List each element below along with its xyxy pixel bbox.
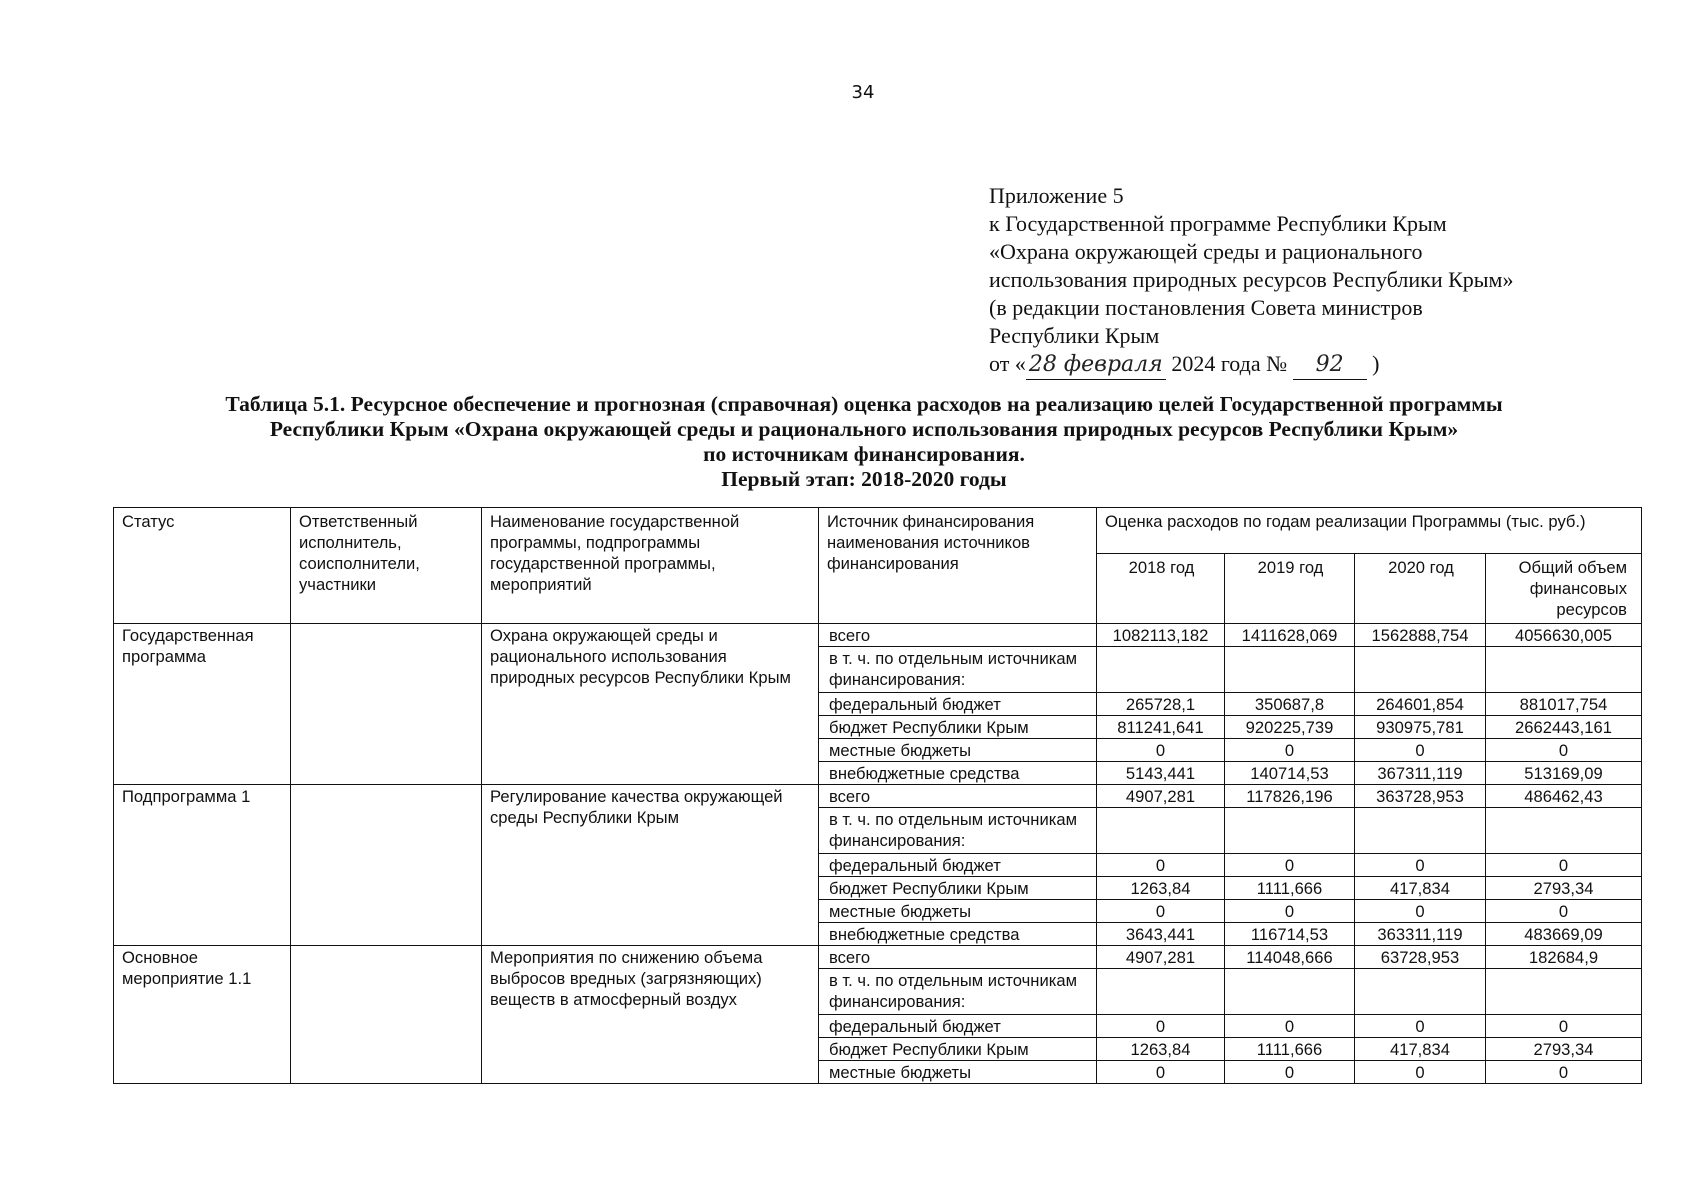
- page-number: 34: [851, 82, 875, 103]
- value-total: 0: [1486, 900, 1642, 923]
- header-estimate: Оценка расходов по годам реализации Программы (тыс. руб.): [1097, 508, 1642, 554]
- value-2019: 114048,666: [1225, 946, 1355, 969]
- value-total: 483669,09: [1486, 923, 1642, 946]
- row-source: всего: [819, 624, 1097, 647]
- date-prefix: от «: [989, 351, 1026, 376]
- value-2019: 350687,8: [1225, 693, 1355, 716]
- value-total: 0: [1486, 1015, 1642, 1038]
- value-total: 0: [1486, 739, 1642, 762]
- table-row: [114, 946, 1642, 969]
- value-total: [1486, 647, 1642, 693]
- value-2018: 4907,281: [1097, 785, 1225, 808]
- row-source: внебюджетные средства: [819, 923, 1097, 946]
- header-source: Источник финансирования наименования источников финансирования: [819, 508, 1097, 624]
- value-2018: [1097, 647, 1225, 693]
- header-status: Статус: [114, 508, 291, 624]
- row-source: бюджет Республики Крым: [819, 877, 1097, 900]
- value-2020: 367311,119: [1355, 762, 1486, 785]
- header-year-2020: 2020 год: [1355, 554, 1486, 624]
- value-2019: 140714,53: [1225, 762, 1355, 785]
- row-source: бюджет Республики Крым: [819, 716, 1097, 739]
- value-2020: 417,834: [1355, 1038, 1486, 1061]
- handwritten-date: 28 февраля: [1026, 351, 1166, 380]
- row-status: Государственная программа: [114, 624, 291, 785]
- value-total: 4056630,005: [1486, 624, 1642, 647]
- row-executor: [291, 624, 482, 785]
- value-2020: 1562888,754: [1355, 624, 1486, 647]
- annex-date-line: [989, 350, 1629, 380]
- header-year-2018: 2018 год: [1097, 554, 1225, 624]
- value-2020: 930975,781: [1355, 716, 1486, 739]
- value-2019: 0: [1225, 854, 1355, 877]
- row-source: в т. ч. по отдельным источникам финансирования:: [819, 808, 1097, 854]
- value-total: 2662443,161: [1486, 716, 1642, 739]
- row-source: в т. ч. по отдельным источникам финансирования:: [819, 969, 1097, 1015]
- value-2020: 63728,953: [1355, 946, 1486, 969]
- value-2019: 0: [1225, 1061, 1355, 1084]
- value-2018: 1263,84: [1097, 877, 1225, 900]
- value-2018: 265728,1: [1097, 693, 1225, 716]
- row-executor: [291, 785, 482, 946]
- value-total: 486462,43: [1486, 785, 1642, 808]
- annex-block: [989, 182, 1629, 380]
- row-source: бюджет Республики Крым: [819, 1038, 1097, 1061]
- value-2019: 1111,666: [1225, 1038, 1355, 1061]
- handwritten-number: 92: [1293, 351, 1367, 380]
- value-2019: 1411628,069: [1225, 624, 1355, 647]
- value-2019: [1225, 969, 1355, 1015]
- annex-line: использования природных ресурсов Республики Крым»: [989, 267, 1514, 292]
- row-source: федеральный бюджет: [819, 1015, 1097, 1038]
- value-2018: 0: [1097, 1061, 1225, 1084]
- row-source: местные бюджеты: [819, 739, 1097, 762]
- value-2019: [1225, 808, 1355, 854]
- row-source: всего: [819, 785, 1097, 808]
- value-2018: 0: [1097, 854, 1225, 877]
- table-body: [114, 624, 1642, 1084]
- row-name: Регулирование качества окружающей среды Республики Крым: [482, 785, 819, 946]
- row-source: федеральный бюджет: [819, 693, 1097, 716]
- header-executor: Ответственный исполнитель, соисполнители, участники: [291, 508, 482, 624]
- value-2018: 1263,84: [1097, 1038, 1225, 1061]
- value-2019: 0: [1225, 739, 1355, 762]
- value-2019: 0: [1225, 900, 1355, 923]
- value-2020: 417,834: [1355, 877, 1486, 900]
- value-2020: [1355, 647, 1486, 693]
- value-2020: 0: [1355, 854, 1486, 877]
- row-source: в т. ч. по отдельным источникам финансирования:: [819, 647, 1097, 693]
- title-line: Первый этап: 2018-2020 годы: [721, 467, 1007, 491]
- value-2020: 0: [1355, 900, 1486, 923]
- value-2020: 363728,953: [1355, 785, 1486, 808]
- annex-line: Республики Крым: [989, 323, 1160, 348]
- value-2018: 0: [1097, 739, 1225, 762]
- value-2018: 1082113,182: [1097, 624, 1225, 647]
- value-2018: 3643,441: [1097, 923, 1225, 946]
- value-2018: 0: [1097, 1015, 1225, 1038]
- value-total: 881017,754: [1486, 693, 1642, 716]
- row-source: федеральный бюджет: [819, 854, 1097, 877]
- header-total: Общий объем финансовых ресурсов: [1486, 554, 1642, 624]
- header-year-2019: 2019 год: [1225, 554, 1355, 624]
- title-line: Таблица 5.1. Ресурсное обеспечение и прогнозная (справочная) оценка расходов на реализацию целей Государственной программы: [225, 392, 1503, 416]
- table-row: [114, 785, 1642, 808]
- value-2019: 116714,53: [1225, 923, 1355, 946]
- value-total: [1486, 808, 1642, 854]
- close-paren: ): [1366, 351, 1380, 376]
- value-2018: 4907,281: [1097, 946, 1225, 969]
- value-total: 513169,09: [1486, 762, 1642, 785]
- date-suffix: 2024 года №: [1165, 351, 1293, 376]
- value-total: 182684,9: [1486, 946, 1642, 969]
- table-row: [114, 624, 1642, 647]
- value-total: 2793,34: [1486, 1038, 1642, 1061]
- value-2020: 0: [1355, 739, 1486, 762]
- value-2018: 811241,641: [1097, 716, 1225, 739]
- value-2018: [1097, 969, 1225, 1015]
- row-status: Подпрограмма 1: [114, 785, 291, 946]
- header-name: Наименование государственной программы, подпрограммы государственной программы, мероприятий: [482, 508, 819, 624]
- value-2020: 264601,854: [1355, 693, 1486, 716]
- value-2018: 0: [1097, 900, 1225, 923]
- title-line: Республики Крым «Охрана окружающей среды и рационального использования природных ресурсов Республики Крым»: [269, 417, 1459, 441]
- value-total: 0: [1486, 1061, 1642, 1084]
- value-2020: 363311,119: [1355, 923, 1486, 946]
- row-source: местные бюджеты: [819, 900, 1097, 923]
- value-2020: [1355, 969, 1486, 1015]
- value-2019: 920225,739: [1225, 716, 1355, 739]
- annex-line: Приложение 5: [989, 183, 1124, 208]
- table-title: [0, 392, 1696, 492]
- row-name: Охрана окружающей среды и рационального использования природных ресурсов Республики Крым: [482, 624, 819, 785]
- value-2019: 1111,666: [1225, 877, 1355, 900]
- annex-line: «Охрана окружающей среды и рационального: [989, 239, 1423, 264]
- value-total: 2793,34: [1486, 877, 1642, 900]
- value-2018: 5143,441: [1097, 762, 1225, 785]
- value-2019: 0: [1225, 1015, 1355, 1038]
- value-2020: 0: [1355, 1015, 1486, 1038]
- row-source: местные бюджеты: [819, 1061, 1097, 1084]
- value-2020: 0: [1355, 1061, 1486, 1084]
- annex-line: (в редакции постановления Совета министров: [989, 295, 1423, 320]
- value-2019: [1225, 647, 1355, 693]
- annex-line: к Государственной программе Республики Крым: [989, 211, 1447, 236]
- row-name: Мероприятия по снижению объема выбросов вредных (загрязняющих) веществ в атмосферный воздух: [482, 946, 819, 1084]
- financing-table: [113, 507, 1642, 1084]
- value-2020: [1355, 808, 1486, 854]
- value-total: 0: [1486, 854, 1642, 877]
- row-source: внебюджетные средства: [819, 762, 1097, 785]
- row-status: Основное мероприятие 1.1: [114, 946, 291, 1084]
- value-2019: 117826,196: [1225, 785, 1355, 808]
- value-total: [1486, 969, 1642, 1015]
- row-source: всего: [819, 946, 1097, 969]
- title-line: по источникам финансирования.: [703, 442, 1025, 466]
- value-2018: [1097, 808, 1225, 854]
- row-executor: [291, 946, 482, 1084]
